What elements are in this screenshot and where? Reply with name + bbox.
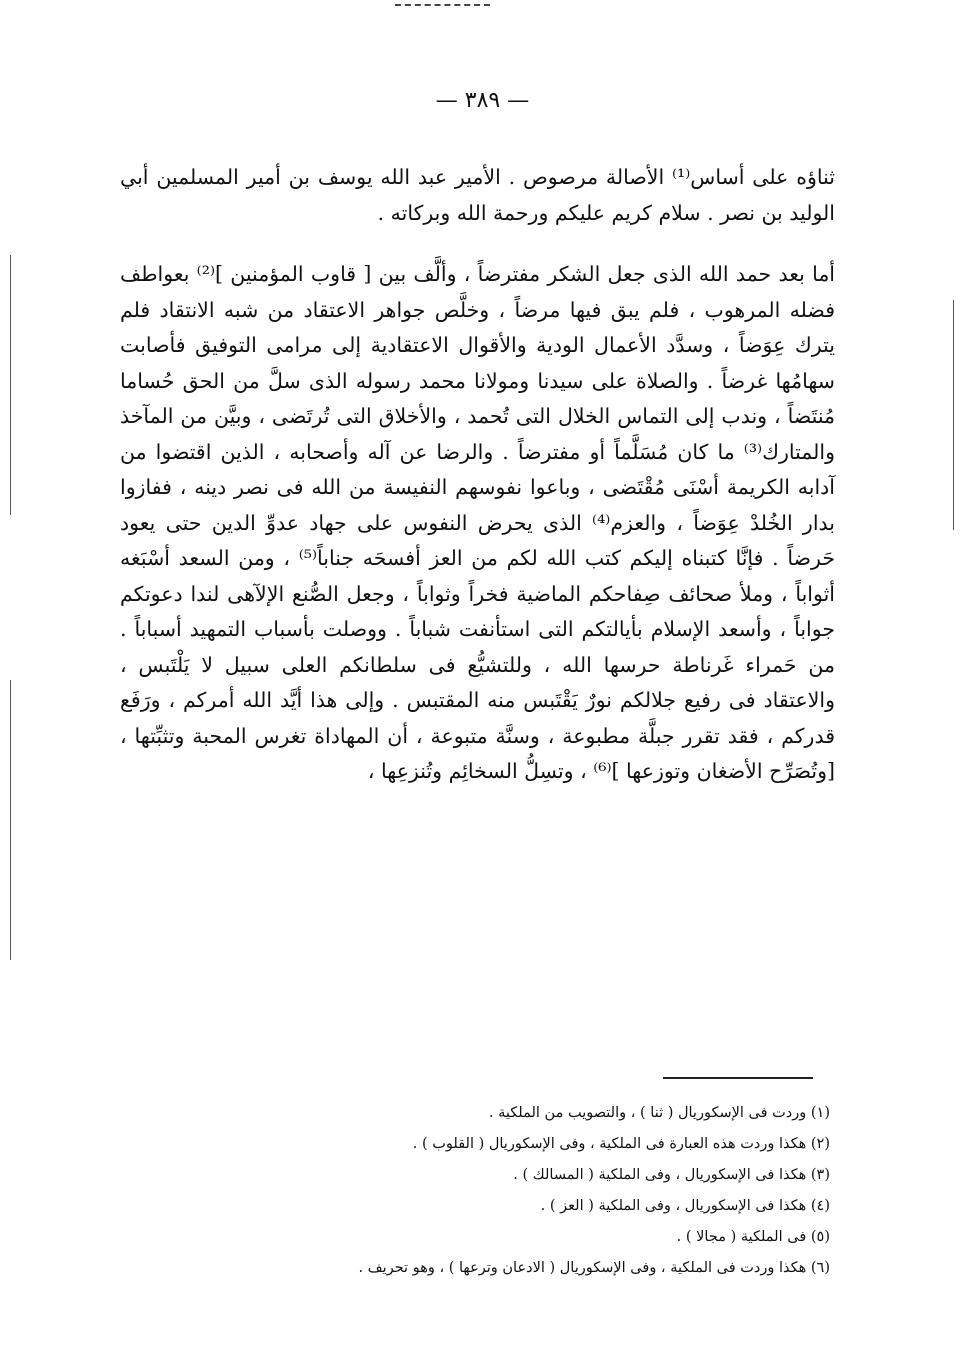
footnote: (٤) هكذا فى الإسكوريال ، وفى الملكية ( العز ) .	[540, 1198, 830, 1214]
footnote: (٣) هكذا فى الإسكوريال ، وفى الملكية ( المسالك ) .	[513, 1167, 830, 1183]
margin-scan-line	[953, 300, 954, 530]
paragraph: ثناؤه على أساس⁽¹⁾ الأصالة مرصوص . الأمير عبد الله يوسف بن أمير المسلمين أبي الوليد بن نصر . سلام كريم عليكم ورحمة الله وبركاته .	[120, 165, 835, 225]
paragraph: أما بعد حمد الله الذى جعل الشكر مفترضاً ، وألَّف بين [ قاوب المؤمنين ]⁽²⁾ بعواطف فضله المرهوب ، فلم يبق فيها مرضاً ، وخلَّص جواهر الاعتقاد من شبه الانتقاد فلم يترك عِوَضاً ، وسدَّد الأعمال الودية والأقوال الاعتقادية إلى مرامى التوفيق فأصابت سهامُها غرضاً . والصلاة على سيدنا ومولانا محمد رسوله الذى سلَّ من الحق حُساما مُنتَضاً ، وندب إلى التماس الخلال التى تُحمد ، والأخلاق التى تُرتَضى ، وبيَّن من المآخذ والمتارك⁽³⁾ ما كان مُسَلَّماً أو مفترضاً . والرضا عن آله وأصحابه ، الذين اقتضوا من آدابه الكريمة أسْنَى مُقْتَضى ، وباعوا نفوسهم النفيسة من الله فى نصر دينه ، ففازوا بدار الخُلدْ عِوَضاً ، والعزم⁽⁴⁾ الذى يحرض النفوس على جهاد عدوِّ الدين حتى يعود حَرضاً . فإنَّا كتبناه إليكم كتب الله لكم من العز أفسحَه جناباً⁽⁵⁾ ، ومن السعد أسْبَغه أثواباً ، وملأ صحائف صِفاحكم الماضية فخراً وثواباً ، وجعل الصُّنع الإلآهى لندا دعوتكم جواباً ، وأسعد الإسلام بأيالتكم التى استأنفت شباباً . ووصلت بأسباب التمهيد أسباباً . من حَمراء غَرناطة حرسها الله ، وللتشيُّع فى سلطانكم العلى سبيل لا يَلْتَبس ، والاعتقاد فى رفيع جلالكم نورٌ يَقْتَبس منه المقتبس . وإلى هذا أيَّد الله أمركم ، ورَفَع قدركم ، فقد تقرر جبلَّة مطبوعة ، وسنَّة متبوعة ، أن المهاداة تغرس المحبة وتثبِّتها ، [وتُصَرِّح الأضغان وتوزعها ]⁽⁶⁾ ، وتسِلُّ السخائِم وتُنزعِها ،	[120, 262, 835, 783]
footnotes	[250, 1098, 830, 1284]
footnote: (٢) هكذا وردت هذه العبارة فى الملكية ، وفى الإسكوريال ( القلوب ) .	[412, 1136, 830, 1152]
scan-edge-mark	[395, 0, 490, 6]
paragraph-gap	[120, 231, 835, 257]
footnote-separator	[663, 1077, 813, 1079]
page-number: — ٣٨٩ —	[435, 88, 530, 113]
margin-scan-line	[10, 680, 11, 960]
body-text	[120, 160, 835, 790]
margin-scan-line	[10, 255, 11, 515]
footnote: (٦) هكذا وردت فى الملكية ، وفى الإسكوريال ( الادعان وترعها ) ، وهو تحريف .	[358, 1260, 830, 1276]
footnote: (٥) فى الملكية ( مجالا ) .	[676, 1229, 830, 1245]
footnote: (١) وردت فى الإسكوريال ( ثنا ) ، والتصويب من الملكية .	[488, 1105, 830, 1121]
